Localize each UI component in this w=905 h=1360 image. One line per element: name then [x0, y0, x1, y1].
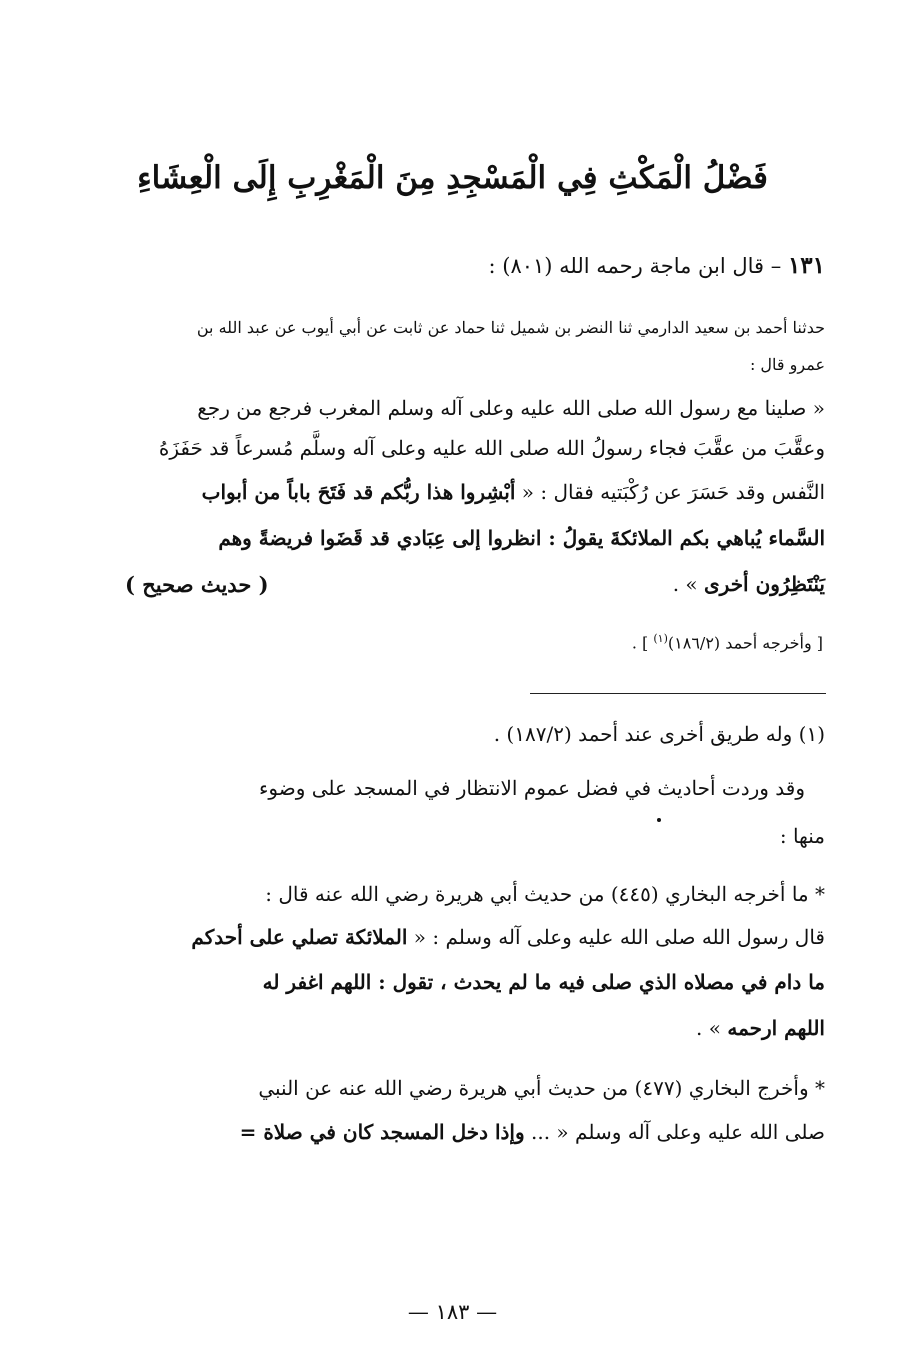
- chapter-title: فَضْلُ الْمَكْثِ فِي الْمَسْجِدِ مِنَ الْمَغْرِبِ إِلَى الْعِشَاءِ: [137, 160, 768, 196]
- stray-dot: [657, 818, 661, 822]
- hadith-text-line-3: [202, 480, 825, 504]
- footnote-item-2-line-2: [240, 1120, 825, 1144]
- footnote-item-1-line-4-plain: » .: [696, 1016, 721, 1040]
- footnote-para-line-1: وقد وردت أحاديث في فضل عموم الانتظار في المسجد على وضوء: [259, 776, 805, 800]
- isnad-line-2: عمرو قال :: [749, 355, 825, 374]
- takhrij-text: [ وأخرجه أحمد (١٨٦/٢): [667, 633, 823, 653]
- hadith-text-line-1: « صلينا مع رسول الله صلى الله عليه وعلى آله وسلم المغرب فرجع من رجع: [197, 396, 825, 420]
- page-number: — ١٨٣ —: [407, 1300, 498, 1324]
- footnote-1: (١) وله طريق أخرى عند أحمد (١٨٧/٢) .: [493, 722, 825, 746]
- isnad-line-1: حدثنا أحمد بن سعيد الدارمي ثنا النضر بن شميل ثنا حماد عن ثابت عن أبي أيوب عن عبد الله بن: [196, 318, 825, 337]
- footnote-item-1-line-2-plain: قال رسول الله صلى الله عليه وعلى آله وسلم : «: [413, 925, 825, 949]
- hadith-text-line-5: [673, 572, 825, 596]
- hadith-text-line-4: السَّماء يُباهي بكم الملائكةَ يقولُ : انظروا إلى عِبَادي قد قَضَوا فريضةً وهم: [218, 526, 825, 550]
- hadith-text-line-3-bold: أبْشِروا هذا ربُّكم قد فَتَحَ باباً من أبواب: [201, 480, 516, 504]
- hadith-text-line-2: وعقَّبَ من عقَّبَ فجاء رسولُ الله صلى الله عليه وعلى آله وسلَّم مُسرعاً قد حَفَزَهُ: [158, 436, 825, 460]
- hadith-text-line-3-plain: النَّفس وقد حَسَرَ عن رُكْبَتيه فقال : «: [521, 480, 825, 504]
- footnote-ref: (١): [653, 632, 668, 645]
- footnote-item-1-line-1: * ما أخرجه البخاري (٤٤٥) من حديث أبي هريرة رضي الله عنه قال :: [265, 882, 825, 906]
- hadith-text-line-5-bold: يَنْتَظِرُون أخرى: [704, 572, 825, 596]
- takhrij-end: ] .: [631, 633, 649, 653]
- hadith-text-line-5-plain: » .: [672, 572, 698, 596]
- footnote-separator: [530, 693, 826, 694]
- footnote-item-2-line-2-plain: صلى الله عليه وعلى آله وسلم « ...: [531, 1120, 825, 1144]
- hadith-intro: – قال ابن ماجة رحمه الله (٨٠١) :: [488, 254, 782, 278]
- footnote-item-1-line-4: [696, 1016, 825, 1040]
- footnote-item-2-line-1: * وأخرج البخاري (٤٧٧) من حديث أبي هريرة رضي الله عنه عن النبي: [258, 1076, 825, 1100]
- footnote-item-1-line-3: ما دام في مصلاه الذي صلى فيه ما لم يحدث ، تقول : اللهم اغفر له: [262, 970, 825, 994]
- footnote-item-1-line-4-bold: اللهم ارحمه: [727, 1016, 825, 1040]
- footnote-item-1-line-2: [191, 925, 825, 949]
- hadith-number: ١٣١: [787, 252, 825, 279]
- footnote-item-1-line-2-bold: الملائكة تصلي على أحدكم: [191, 925, 408, 949]
- hadith-grade: ( حديث صحيح ): [125, 572, 269, 597]
- hadith-heading: [488, 252, 825, 279]
- footnote-item-2-line-2-bold: وإذا دخل المسجد كان في صلاة =: [239, 1120, 525, 1144]
- footnote-para-line-2: منها :: [779, 824, 825, 848]
- takhrij-line: [632, 632, 823, 652]
